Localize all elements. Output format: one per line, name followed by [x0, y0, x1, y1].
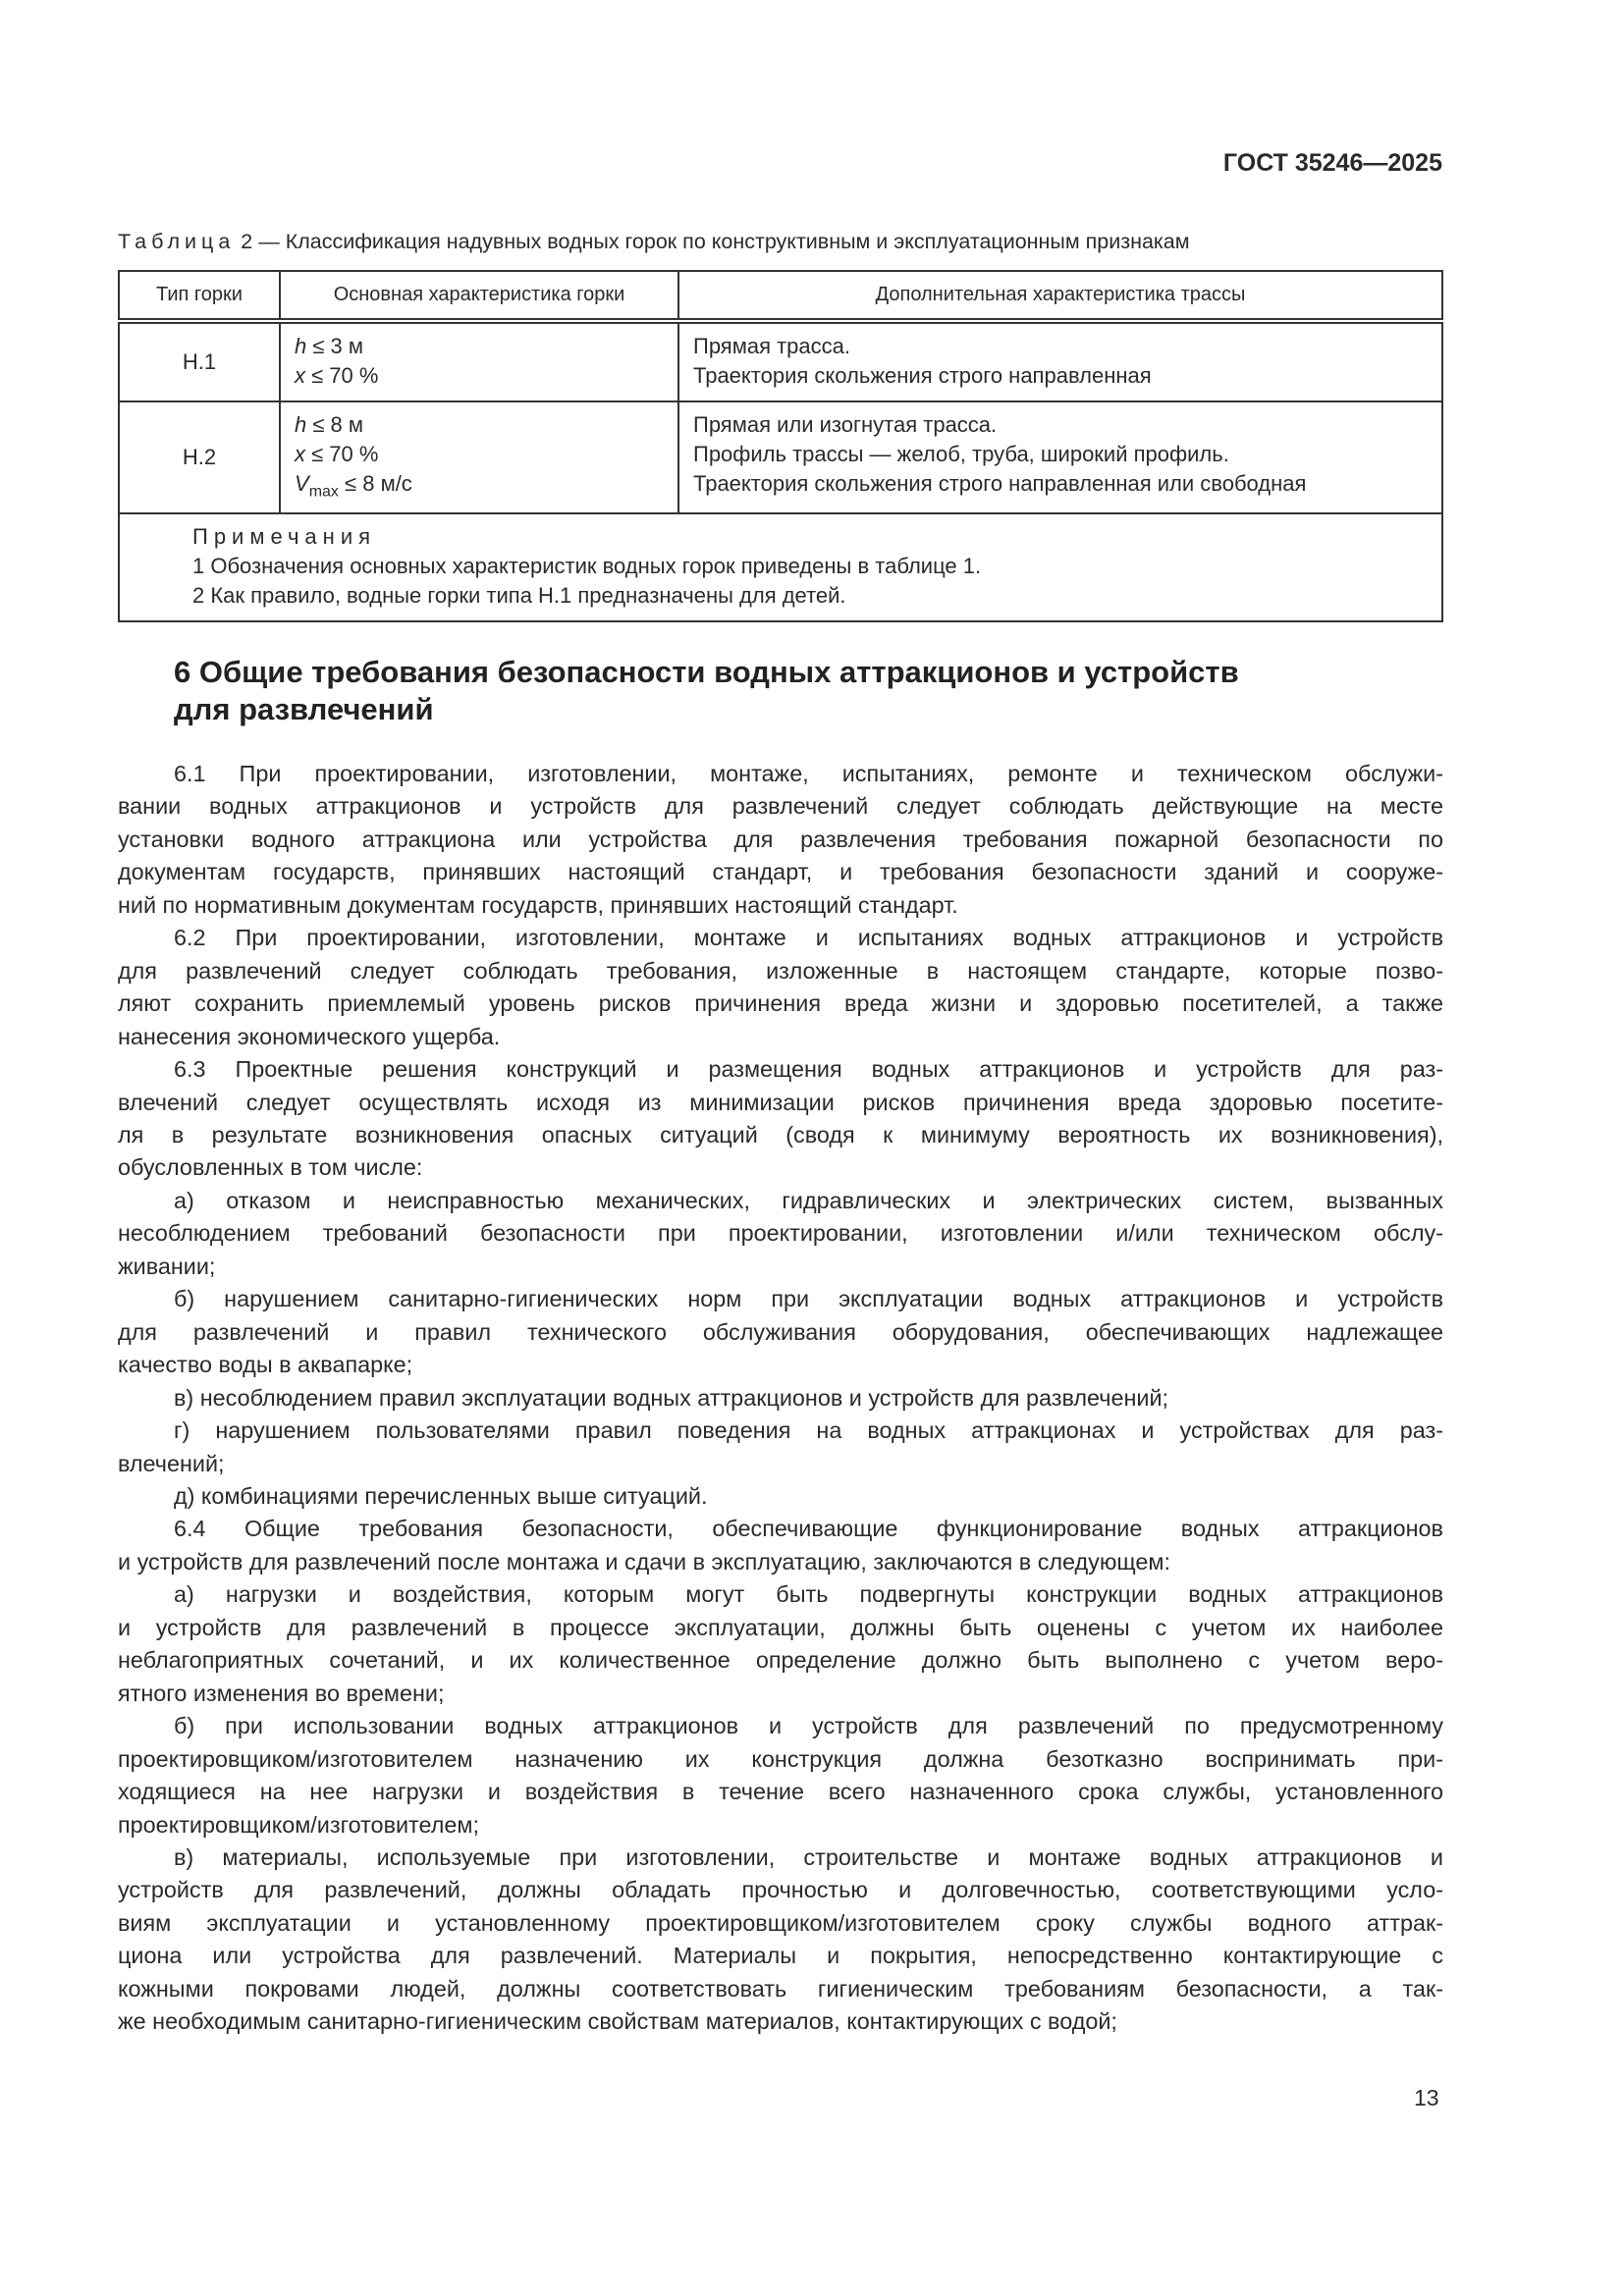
notes-row	[119, 513, 1442, 621]
text-line: же необходимым санитарно-гигиеническим свойствам материалов, контактирующих с водой;	[118, 2008, 1117, 2035]
text-line: виям эксплуатации и установленному проектировщиком/изготовителем сроку службы водного аттрак-	[118, 1909, 1443, 1936]
page-number: 13	[1414, 2085, 1439, 2110]
header-extra: Дополнительная характеристика трассы	[678, 271, 1442, 321]
table-caption	[118, 230, 1190, 254]
note-2: 2 Как правило, водные горки типа Н.1 предназначены для детей.	[192, 583, 846, 609]
slide-type: Н.2	[119, 401, 280, 513]
paragraph	[118, 1185, 1443, 1283]
paragraph	[118, 1578, 1443, 1710]
text-line: вании водных аттракционов и устройств для развлечений следует соблюдать действующие на месте	[118, 793, 1443, 820]
text-line: и устройств для развлечений в процессе эксплуатации, должны быть оценены с учетом их наиболее	[118, 1614, 1443, 1640]
track-characteristics	[678, 401, 1442, 513]
track-characteristics	[678, 321, 1442, 401]
paragraph	[118, 922, 1443, 1053]
text-line: ля в результате возникновения опасных ситуаций (сводя к минимуму вероятность их возникновения),	[118, 1121, 1443, 1148]
table-header-row	[119, 271, 1442, 321]
text-line: в) материалы, используемые при изготовлении, строительстве и монтаже водных аттракционов и	[174, 1843, 1443, 1870]
constraint: ≤ 8 м	[306, 412, 364, 437]
track-line: Прямая трасса.	[693, 334, 850, 358]
document-id: ГОСТ 35246—2025	[1222, 149, 1442, 177]
text-line: несоблюдением требований безопасности при проектировании, изготовлении и/или техническом обслу-	[118, 1220, 1443, 1247]
text-line: а) нагрузки и воздействия, которым могут быть подвергнуты конструкции водных аттракционов	[174, 1581, 1443, 1608]
characteristic	[295, 440, 664, 469]
paragraph	[118, 1415, 1443, 1480]
heading-line: для развлечений	[174, 692, 434, 726]
body-text	[118, 758, 1443, 2039]
text-line: документам государств, принявших настоящий стандарт, и требования безопасности зданий и сооруже-	[118, 859, 1443, 885]
text-line: качество воды в аквапарке;	[118, 1352, 413, 1378]
text-line: неблагоприятных сочетаний, и их количественное определение должно быть выполнено с учетом веро-	[118, 1647, 1443, 1674]
text-line: устройств для развлечений, должны обладать прочностью и долговечностью, соответствующими усло-	[118, 1877, 1443, 1903]
table-row	[119, 321, 1442, 401]
constraint: ≤ 8 м/с	[338, 471, 412, 496]
variable: h	[295, 334, 307, 358]
track-line: Прямая или изогнутая трасса.	[693, 412, 998, 437]
paragraph	[118, 758, 1443, 922]
paragraph	[118, 1842, 1443, 2039]
text-line: 6.1 При проектировании, изготовлении, монтаже, испытаниях, ремонте и техническом обслужи-	[174, 761, 1443, 786]
constraint: ≤ 3 м	[306, 334, 364, 358]
text-line: г) нарушением пользователями правил поведения на водных аттракционах и устройствах для раз-	[174, 1417, 1443, 1444]
caption-text: 2 — Классификация надувных водных горок по конструктивным и эксплуатационным признакам	[235, 230, 1190, 253]
paragraph	[118, 1053, 1443, 1185]
main-characteristics	[280, 401, 678, 513]
text-line: проектировщиком/изготовителем;	[118, 1811, 479, 1838]
paragraph	[118, 1382, 1443, 1415]
characteristic	[295, 332, 664, 361]
slide-classification-table	[118, 270, 1443, 622]
text-line: ятного изменения во времени;	[118, 1680, 445, 1706]
text-line: для развлечений и правил технического обслуживания оборудования, обеспечивающих надлежащее	[118, 1318, 1443, 1345]
characteristic	[295, 469, 664, 507]
text-line: влечений;	[118, 1450, 225, 1476]
subscript: max	[308, 483, 339, 501]
variable: x	[295, 363, 305, 388]
variable: x	[295, 442, 305, 466]
text-line: в) несоблюдением правил эксплуатации водных аттракционов и устройств для развлечений;	[174, 1384, 1169, 1411]
text-line: проектировщиком/изготовителем назначению их конструкция должна безотказно воспринимать при-	[118, 1745, 1443, 1772]
paragraph	[118, 1283, 1443, 1381]
table-row	[119, 401, 1442, 513]
variable: V	[295, 471, 309, 496]
paragraph	[118, 1480, 1443, 1513]
text-line: 6.3 Проектные решения конструкций и размещения водных аттракционов и устройств для раз-	[174, 1056, 1443, 1083]
text-line: д) комбинациями перечисленных выше ситуаций.	[174, 1482, 708, 1509]
paragraph	[118, 1513, 1443, 1578]
notes-title: Примечания	[192, 524, 377, 550]
text-line: циона или устройства для развлечений. Материалы и покрытия, непосредственно контактирующие с	[118, 1943, 1443, 1969]
text-line: ходящиеся на нее нагрузки и воздействия в течение всего назначенного срока службы, установленного	[118, 1779, 1443, 1805]
main-characteristics	[280, 321, 678, 401]
text-line: б) нарушением санитарно-гигиенических норм при эксплуатации водных аттракционов и устройств	[174, 1286, 1443, 1312]
text-line: кожными покровами людей, должны соответствовать гигиеническим требованиям безопасности, а так-	[118, 1975, 1443, 2002]
track-line: Траектория скольжения строго направленная	[693, 363, 1152, 388]
text-line: а) отказом и неисправностью механических, гидравлических и электрических систем, вызванных	[174, 1187, 1443, 1213]
caption-prefix: Таблица	[118, 230, 236, 253]
text-line: ляют сохранить приемлемый уровень рисков причинения вреда жизни и здоровью посетителей, а также	[118, 990, 1443, 1017]
text-line: 6.4 Общие требования безопасности, обеспечивающие функционирование водных аттракционов	[174, 1516, 1443, 1542]
constraint: ≤ 70 %	[305, 363, 379, 388]
slide-type: Н.1	[119, 321, 280, 401]
text-line: для развлечений следует соблюдать требования, изложенные в настоящем стандарте, которые позво-	[118, 957, 1443, 984]
constraint: ≤ 70 %	[305, 442, 379, 466]
header-type: Тип горки	[119, 271, 280, 321]
characteristic	[295, 410, 664, 440]
paragraph	[118, 1710, 1443, 1842]
track-line: Профиль трассы — желоб, труба, широкий профиль.	[693, 442, 1229, 466]
text-line: живании;	[118, 1253, 216, 1279]
text-line: и устройств для развлечений после монтажа и сдачи в эксплуатацию, заключаются в следующем:	[118, 1548, 1170, 1575]
heading-line: 6 Общие требования безопасности водных аттракционов и устройств	[174, 655, 1239, 689]
characteristic	[295, 361, 664, 391]
text-line: нанесения экономического ущерба.	[118, 1023, 501, 1049]
section-heading	[174, 654, 1431, 728]
note-1: 1 Обозначения основных характеристик водных горок приведены в таблице 1.	[192, 554, 982, 579]
header-main: Основная характеристика горки	[280, 271, 678, 321]
text-line: ний по нормативным документам государств, принявших настоящий стандарт.	[118, 891, 958, 918]
text-line: влечений следует осуществлять исходя из минимизации рисков причинения вреда здоровью посетите-	[118, 1089, 1443, 1115]
text-line: б) при использовании водных аттракционов и устройств для развлечений по предусмотренному	[174, 1713, 1443, 1739]
text-line: 6.2 При проектировании, изготовлении, монтаже и испытаниях водных аттракционов и устройств	[174, 925, 1443, 951]
track-line: Траектория скольжения строго направленная или свободная	[693, 471, 1307, 496]
variable: h	[295, 412, 307, 437]
text-line: обусловленных в том числе:	[118, 1154, 423, 1181]
text-line: установки водного аттракциона или устройства для развлечения требования пожарной безопасности по	[118, 826, 1443, 852]
